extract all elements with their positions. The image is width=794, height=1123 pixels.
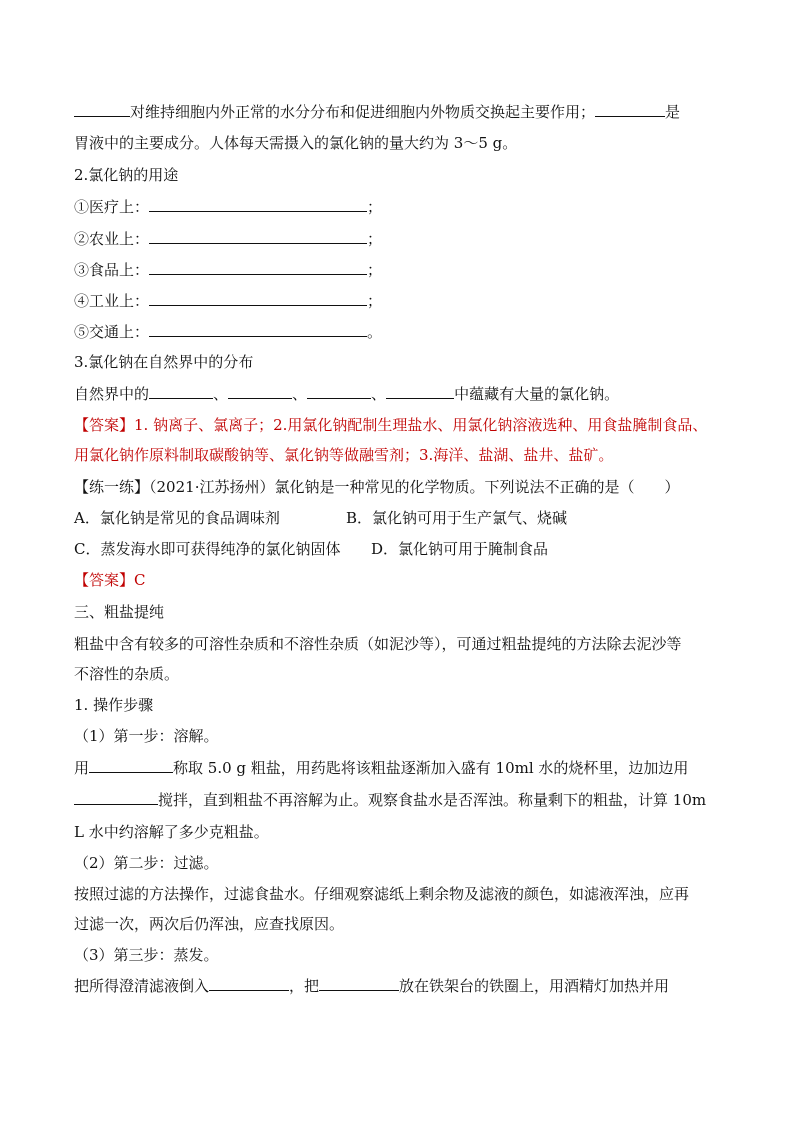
text: 对维持细胞内外正常的水分分布和促进细胞内外物质交换起主要作用； — [130, 103, 596, 121]
exercise-options — [74, 508, 724, 528]
fill-blank[interactable] — [149, 322, 367, 337]
list-item: ③食品上： ； — [74, 261, 383, 279]
fill-blank[interactable] — [74, 790, 158, 805]
paragraph-line: 用 称取 5.0 g 粗盐，用药匙将该粗盐逐渐加入盛有 10ml 水的烧杯里，边加边用 — [74, 759, 689, 777]
fill-blank[interactable] — [149, 260, 367, 275]
answer-line: 【答案】C — [74, 571, 146, 589]
fill-blank[interactable] — [209, 976, 289, 991]
text: 是 — [665, 103, 681, 121]
option-c[interactable]: C．蒸发海水即可获得纯净的氯化钠固体 — [74, 540, 341, 558]
paragraph-line: 过滤一次，两次后仍浑浊，应查找原因。 — [74, 915, 345, 933]
paragraph-line: 自然界中的 、 、 、 中蕴藏有大量的氯化钠。 — [74, 385, 620, 403]
fill-blank[interactable] — [149, 229, 367, 244]
fill-blank[interactable] — [149, 197, 367, 212]
fill-blank[interactable] — [307, 384, 371, 399]
fill-blank[interactable] — [149, 384, 213, 399]
step-title: （1）第一步：溶解。 — [74, 727, 219, 745]
paragraph-line — [74, 133, 724, 153]
paragraph-line: 不溶性的杂质。 — [74, 665, 180, 683]
list-item: ②农业上： ； — [74, 230, 383, 248]
paragraph-line: 按照过滤的方法操作，过滤食盐水。仔细观察滤纸上剩余物及滤液的颜色，如滤液浑浊，应再 — [74, 885, 690, 903]
exercise-options — [74, 539, 724, 559]
section-title: 3.氯化钠在自然界中的分布 — [74, 353, 254, 371]
option-a[interactable]: A．氯化钠是常见的食品调味剂 — [74, 509, 280, 527]
fill-blank[interactable] — [74, 102, 130, 117]
paragraph-line: 把所得澄清滤液倒入 ，把 放在铁架台的铁圈上，用酒精灯加热并用 — [74, 977, 670, 995]
answer-line: 【答案】1. 钠离子、氯离子；2.用氯化钠配制生理盐水、用氯化钠溶液选种、用食盐腌制食品、 — [74, 416, 708, 434]
fill-blank[interactable] — [386, 384, 454, 399]
fill-blank[interactable] — [89, 758, 173, 773]
text: 胃液中的主要成分。人体每天需摄入的氯化钠的量大约为 3～5 g。 — [74, 134, 518, 152]
option-d[interactable]: D．氯化钠可用于腌制食品 — [371, 540, 549, 558]
fill-blank[interactable] — [319, 976, 399, 991]
fill-blank[interactable] — [595, 102, 665, 117]
fill-blank[interactable] — [228, 384, 292, 399]
list-item: ⑤交通上： 。 — [74, 323, 383, 341]
subsection-title: 1. 操作步骤 — [74, 696, 154, 714]
list-item: ①医疗上： ； — [74, 198, 383, 216]
paragraph-line: 搅拌，直到粗盐不再溶解为止。观察食盐水是否浑浊。称量剩下的粗盐，计算 10m — [74, 790, 724, 810]
answer-line: 用氯化钠作原料制取碳酸钠等、氯化钠等做融雪剂；3.海洋、盐湖、盐井、盐矿。 — [74, 446, 614, 464]
section-title: 三、粗盐提纯 — [74, 603, 165, 621]
paragraph-line: L 水中约溶解了多少克粗盐。 — [74, 823, 269, 841]
section-title: 2.氯化钠的用途 — [74, 166, 179, 184]
list-item: ④工业上： ； — [74, 292, 383, 310]
paragraph-line — [74, 102, 724, 122]
step-title: （2）第二步：过滤。 — [74, 854, 219, 872]
fill-blank[interactable] — [149, 291, 367, 306]
exercise-stem: 【练一练】（2021·江苏扬州）氯化钠是一种常见的化学物质。下列说法不正确的是（ ） — [74, 478, 680, 496]
step-title: （3）第三步：蒸发。 — [74, 946, 219, 964]
paragraph-line: 粗盐中含有较多的可溶性杂质和不溶性杂质（如泥沙等），可通过粗盐提纯的方法除去泥沙等 — [74, 635, 682, 653]
option-b[interactable]: B．氯化钠可用于生产氯气、烧碱 — [346, 509, 568, 527]
